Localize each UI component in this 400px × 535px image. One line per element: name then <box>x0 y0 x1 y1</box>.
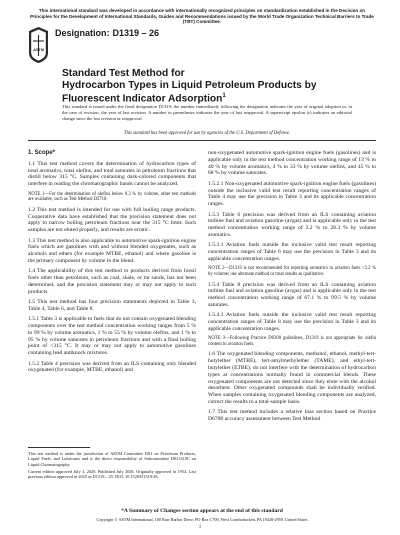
page-number: 1 <box>198 525 202 530</box>
wto-notice: This international standard was developed in accordance with internationally recognized principles on standardization established in the Decision on Principles for the Development of International Standards, Guides and Recommendations issued by the World Trade Organization Technical Barriers to Trade (TBT) Committee. <box>30 8 374 25</box>
para-1-5: 1.5 This test method has four precision statements depicted in Table 3, Table 4, Table 6, and Table 8. <box>28 299 196 312</box>
para-1-5-2-1: 1.5.2.1 Non-oxygenated automotive spark-ignition engine fuels (gasolines) outside the inclusive valid test result reporting concentration ranges of Table 4 may use the precision in Table 3 and its applicable concentration ranges. <box>208 180 376 208</box>
para-1-5-4: 1.5.4 Table 8 precision was derived from an ILS containing aviation turbine fuel and aviation gasoline (avgas) and is applicable only in the test method concentration working range of 67.1 % to 99.5 % by volume saturates. <box>208 281 376 308</box>
summary-of-changes-note: *A Summary of Changes section appears at the end of this standard <box>121 508 283 514</box>
designation-label: Designation: <box>55 28 110 38</box>
copyright-line: Copyright © ASTM International, 100 Barr Harbor Drive, PO Box C700, West Conshohocken, PA 19428-2959. United States <box>96 517 308 522</box>
para-1-1: 1.1 This test method covers the determination of hydrocarbon types of total aromatics, total olefins, and total saturates in petroleum fractions that distill below 315 °C. Samples containing dark-colored components that interfere in reading the chromatographic bands cannot be analyzed. <box>28 160 196 188</box>
title-line-2: Hydrocarbon Types in Liquid Petroleum Products by <box>62 79 317 91</box>
astm-logo <box>28 26 49 64</box>
para-1-4: 1.4 The applicability of this test method to products derived from fossil fuels other than petroleum, such as coal, shale, or tar sands, has not been determined, and the precision statement may or may not apply to such products. <box>28 268 196 295</box>
title-footnote-ref: 1 <box>222 93 226 100</box>
note-2: NOTE 2—D1319 is not recommended for reporting aromatics in aviation fuels <3.2 % by volume; use alternate method or treat results as qualitative. <box>208 266 376 278</box>
dod-approval: This standard has been approved for use by agencies of the U.S. Department of Defense. <box>123 131 291 136</box>
para-1-5-2-cont: non-oxygenated automotive spark-ignition engine fuels (gasolines) and is applicable only in the test method concentration working range of 13 % to 40 % by volume aromatics, 4 % to 33 % by volume olefins, and 45 % to 68 % by volume saturates. <box>208 150 376 177</box>
scope-heading: 1. Scope* <box>28 150 56 156</box>
designation-value: D1319 – 26 <box>112 28 160 38</box>
svg-text:ASTM: ASTM <box>33 48 44 52</box>
issued-statement: This standard is issued under the fixed designation D1319; the number immediately following the designation indicates the year of original adoption or, in the case of revision, the year of last revision. A number in parentheses indicates the year of last reapproval. A superscript epsilon (ε) indicates an editorial change since the last revision or reapproval. <box>62 104 352 121</box>
para-1-5-1: 1.5.1 Table 3 is applicable to fuels that do not contain oxygenated blending components over the test method concentration working ranges from 5 % to 99 % by volume aromatics, 1 % to 55 % by volume olefins, and 1 % to 95 % by volume saturates in petroleum fractions and with a final boiling point of <315 °C. It may or may not apply to automotive gasolines containing lead antiknock mixtures. <box>28 316 196 357</box>
para-1-7: 1.7 This test method includes a relative bias section based on Practice D6708 accuracy assessment between Test Method <box>208 409 376 423</box>
designation <box>55 28 159 38</box>
footnote-1: This test method is under the jurisdiction of ASTM Committee D02 on Petroleum Products, Liquid Fuels, and Lubricants and is the direct responsibility of Subcommittee D02.04.0C on Liquid Chromatography. <box>28 451 196 467</box>
para-1-2: 1.2 This test method is intended for use with full boiling range products. Cooperative data have established that the precision statement does not apply to narrow boiling petroleum fractions near the 315 °C limit. Such samples are not eluted properly, and results are erratic. <box>28 206 196 234</box>
standard-title <box>62 68 352 105</box>
para-1-5-4-1: 1.5.4.1 Aviation fuels outside the inclusive valid test result reporting concentration ranges of Table 8 may use the precision in Table 3 and its applicable concentration ranges. <box>208 312 376 332</box>
right-column <box>208 150 376 427</box>
para-1-5-3-1: 1.5.3.1 Aviation fuels outside the inclusive valid test result reporting concentration ranges of Table 6 may use the precision in Table 3 and its applicable concentration ranges. <box>208 242 376 262</box>
para-1-5-2: 1.5.2 Table 4 precision was derived from an ILS containing only blended oxygenated (for example, MTBE, ethanol) and <box>28 360 196 374</box>
note-1: NOTE 1—For the determination of olefins below 0.3 % by volume, other test methods are available, such as Test Method D2710. <box>28 191 196 203</box>
title-line-1: Standard Test Method for <box>62 68 185 79</box>
footnotes <box>28 451 196 481</box>
footnote-2: Current edition approved July 1, 2026. Published July 2026. Originally approved in 1954. Last previous edition approved in 2025 as D1319 – 25. DOI: 10.1520/D1319-26. <box>28 468 196 479</box>
left-column <box>28 150 196 378</box>
header-divider <box>28 140 376 141</box>
footnote-divider <box>28 447 90 448</box>
para-1-5-3: 1.5.3 Table 6 precision was derived from an ILS containing aviation turbine fuel and aviation gasoline (avgas) and is applicable only in the test method concentration working range of 3.2 % to 28.3 % by volume aromatics. <box>208 211 376 238</box>
para-1-6: 1.6 The oxygenated blending components, methanol, ethanol, methyl-tert-butylether (MTBE), tert-amylmethylether (TAME), and ethyl-tert-butylether (ETBE), do not interfere with the determination of hydrocarbon types at concentrations normally found in commercial blends. These oxygenated components are not detected since they elute with the alcohol desorbent. Other oxygenated compounds shall be individually verified. When samples containing oxygenated blending components are analyzed, correct the results to a total-sample basis. <box>208 351 376 406</box>
title-line-3: Fluorescent Indicator Adsorption$^1$ <box>62 93 226 105</box>
note-3: NOTE 3—Following Practice D6300 guidelines, D1319 is not appropriate for olefin content in aviation fuels. <box>208 336 376 348</box>
para-1-3: 1.3 This test method is also applicable to automotive spark-ignition engine fuels which are gasolines with and without blended oxygenates, such as alcohols and ethers (for example MTBE, ethanol) and where gasoline is the primary component by volume in the blend. <box>28 237 196 264</box>
